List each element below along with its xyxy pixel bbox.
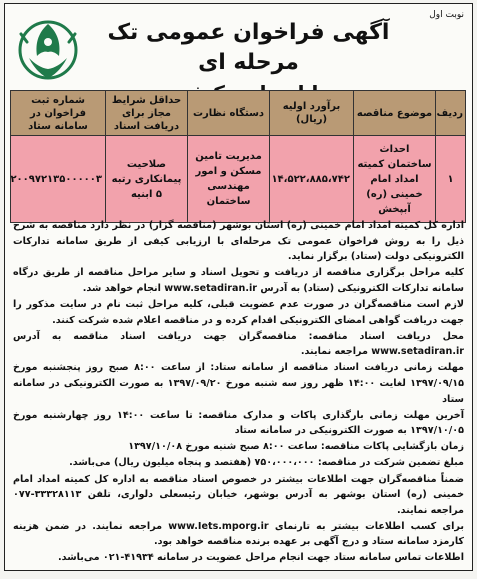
- col-header-requirements: حداقل شرایط مجاز برای دریافت اسناد: [106, 91, 188, 136]
- table-header-row: [11, 91, 466, 136]
- paragraph-setad-portal: کلیه مراحل برگزاری مناقصه از دریافت و تحویل اسناد و سایر مراحل مناقصه از طریق درگاه سامانه تدارکات الکترونیکی (ستاد) به آدرس www.setadiran.ir انجام خواهد شد.: [13, 267, 464, 294]
- col-header-registration-number: شماره ثبت فراخوان در سامانه ستاد: [11, 91, 106, 136]
- paragraph-upload-deadline: آخرین مهلت زمانی بارگذاری پاکات و مدارک مناقصه: تا ساعت ۱۴:۰۰ روز چهارشنبه مورخ ۱۳۹۷/۱۰/۰۵ به صورت الکترونیکی در سامانه ستاد: [13, 409, 464, 437]
- paragraph-setad-contact: اطلاعات تماس سامانه ستاد جهت انجام مراحل عضویت در سامانه ۴۱۹۳۴-۰۲۱ می‌باشد.: [58, 552, 464, 564]
- cell-estimate: ۱۴،۵۲۲،۸۸۵،۷۴۲: [270, 136, 354, 223]
- paragraph-contact-office: ضمناً مناقصه‌گران جهت اطلاعات بیشتر در خصوص اسناد مناقصه به اداره کل کمیته امداد امام خمینی (ره) استان بوشهر به آدرس بوشهر، خیابان رئیسعلی دلواری، تلفن ۳۳۳۲۸۱۱۳-۰۷۷ مراجعه نمایند.: [13, 473, 464, 516]
- cell-supervisor: مدیریت تامین مسکن و امور مهندسی ساختمان: [188, 136, 270, 223]
- col-header-subject: موضوع مناقصه: [354, 91, 436, 136]
- advertisement-page: [4, 3, 473, 571]
- edition-label: نوبت اول: [429, 10, 464, 20]
- cell-row-number: ۱: [436, 136, 466, 223]
- announcement-body: [13, 218, 464, 567]
- col-header-row-number: ردیف: [436, 91, 466, 136]
- cell-requirements: صلاحیت پیمانکاری رتبه ۵ ابنیه: [106, 136, 188, 223]
- tender-table: [10, 90, 466, 223]
- cell-registration-number: ۲۰۰۹۷۲۱۳۵۰۰۰۰۰۳: [11, 136, 106, 223]
- paragraph-registration: لازم است مناقصه‌گران در صورت عدم عضویت قبلی، کلیه مراحل ثبت نام در سایت مذکور را جهت دریافت گواهی امضای الکترونیکی اقدام کرده و در مناقصه اعلام شده شرکت کنند.: [13, 298, 464, 326]
- paragraph-documents-location: محل دریافت اسناد مناقصه: مناقصه‌گران جهت دریافت اسناد مناقصه به آدرس www.setadiran.ir مراجعه نمایند.: [13, 330, 464, 358]
- col-header-estimate: برآورد اولیه (ریال): [270, 91, 354, 136]
- col-header-supervisor: دستگاه نظارت: [188, 91, 270, 136]
- relief-committee-logo-icon: [17, 12, 79, 84]
- paragraph-guarantee: مبلغ تضمین شرکت در مناقصه: ۷۵۰،۰۰۰،۰۰۰ (هفتصد و پنجاه میلیون ریال) می‌باشد.: [69, 457, 464, 469]
- title-line-1: آگهی فراخوان عمومی تک مرحله ای: [107, 20, 390, 75]
- table-row: [11, 136, 466, 223]
- cell-subject: احداث ساختمان کمیته امداد امام خمینی (ره) آبپخش: [354, 136, 436, 223]
- paragraph-intro: اداره کل کمیته امداد امام خمینی (ره) استان بوشهر (مناقصه گزار) در نظر دارد مناقصه به شرح ذیل را به روش فراخوان عمومی تک مرحله‌ای با ارزیابی کیفی از طریق سامانه تدارکات الکترونیکی دولت (ستاد) برگزار نماید.: [13, 220, 464, 263]
- paragraph-opening-time: زمان بازگشایی پاکات مناقصه: ساعت ۸:۰۰ صبح شنبه مورخ ۱۳۹۷/۱۰/۰۸: [128, 441, 464, 453]
- paragraph-more-info: برای کسب اطلاعات بیشتر به تارنمای www.Iets.mporg.ir مراجعه نمایند. در ضمن هزینه کارمزد سامانه ستاد و درج آگهی بر عهده برنده مناقصه خواهد بود.: [13, 520, 464, 548]
- paragraph-documents-deadline: مهلت زمانی دریافت اسناد مناقصه از سامانه ستاد: از ساعت ۸:۰۰ صبح روز پنجشنبه مورخ ۱۳۹۷/۰۹/۱۵ لغایت ۱۴:۰۰ ظهر روز سه شنبه مورخ ۱۳۹۷/۰۹/۲۰ به صورت الکترونیکی در سامانه ستاد: [13, 362, 465, 405]
